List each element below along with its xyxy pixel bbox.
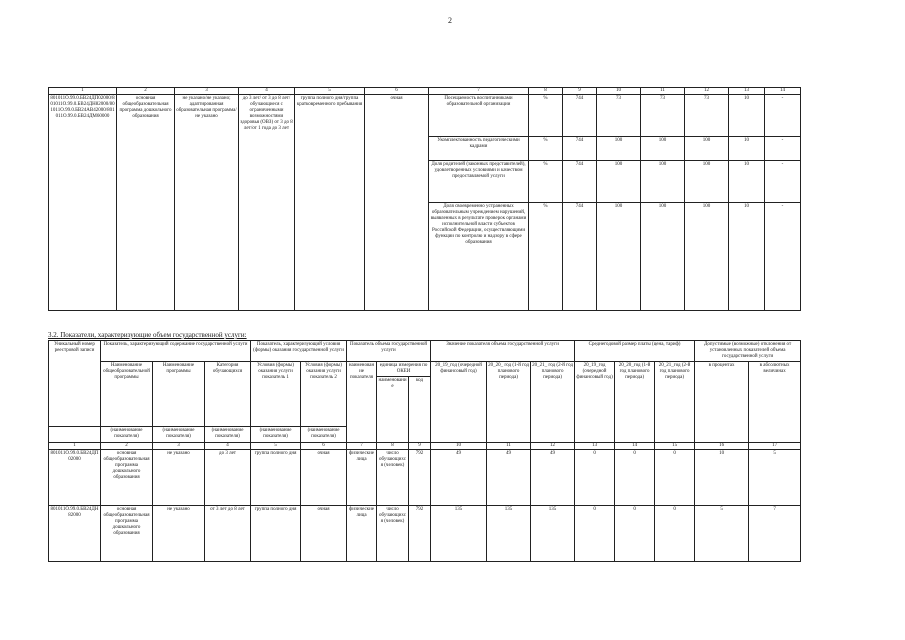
deviations-header: Допустимые (возможные) отклонения от установленных показателей объема государственной услуги [695,341,801,362]
table-row: 801011О.99.0.БВ24ДП02000/801011О.99.0.БВ24ДН82000/801011О.99.0.БВ24АВ42000/801011О.99.0.БВ24ДМ60000 основная общеобразовательная программа дошкольного образования не указано/не указано; адаптированная образовательная программа/не указано до 3 лет/ от 3 до 8 лет/ обучающиеся с ограниченными возможностями здоровья (ОВЗ) от 3 до 8 лет/от 1 года до 3 лет группа полного дня/группа кратковременного пребывания очная Посещаемость воспитанниками образовательной организации % 744 73 73 73 10 - [49,95,801,137]
avg-price-header: Среднегодовой размер платы (цена, тариф) [575,341,695,362]
age-cell: до 3 лет/ от 3 до 8 лет/ обучающиеся с ограниченными возможностями здоровья (ОВЗ) от 3 до 8 лет/от 1 года до 3 лет [239,95,295,311]
table-row: Доля своевременно устраненных образовательным учреждением нарушений, выявленных в результате проверок органами исполнительной власти субъектов Российской Федерации, осуществляющими функции по контролю и надзору в сфере образования % 744 100 100 100 10 - [49,203,801,311]
table-row: Доля родителей (законных представителей), удовлетворенных условиями и качеством предоставляемой услуги % 744 100 100 100 10 - [49,161,801,203]
section-heading: 3.2. Показатели, характеризующие объем государственной услуги: [48,331,247,339]
program-cell: основная общеобразовательная программа дошкольного образования [117,95,175,311]
header-row [49,341,801,362]
volume-indicator-header: Показатель объема государственной услуги [347,341,431,362]
table-row: 801011О.99.0.БВ24ДН82000 основная общеобразовательная программа дошкольного образования не указано от 3 лет до 8 лет группа полного дня очная физические лица число обучающихся (человек) 792 135 135 135 0 0 0 5 7 [49,506,801,562]
header-row: наименование код [49,377,801,427]
header-row: (наименование показателя) (наименование показателя) (наименование показателя) (наименование показателя) (наименование показателя) [49,427,801,443]
volume-values-header: Значение показателя объема государственной услуги [431,341,575,362]
category-cell: не указано/не указано; адаптированная образовательная программа/не указано [175,95,239,311]
indicator-cell: Посещаемость воспитанниками образовательной организации [429,95,529,137]
header-row: Наименование общеобразовательной программы Наименование программы Категория обучающихся Условия (формы) оказания услуги показатель 1 Условия (формы) оказания услуги показатель 2 наименование показателя единица измерения по ОКЕИ 20_19_год (очередной финансовый год) 20_20_ год (1-й год планового периода) 20_21_ год (2-й год планового периода) 20_19_год (очередной финансовый год) 20_20_год (1-й год планового периода) 20_21_год (2-й год планового периода) в процентах в абсолютных величинах [49,362,801,377]
content-header: Показатель, характеризующий содержание государственной услуги [101,341,251,362]
table-row: 801011О.99.0.БВ24ДП02000 основная общеобразовательная программа дошкольного образования не указано до 3 лет группа полного дня очная физические лица число обучающихся (человек) 792 49 49 49 0 0 0 10 5 [49,450,801,506]
indicator-cell: Укомплектованность педагогическими кадрами [429,137,529,161]
unique-number-header: Уникальный номер реестровой записи [49,341,101,427]
indicator-cell: Доля своевременно устраненных образовательным учреждением нарушений, выявленных в результате проверок органами исполнительной власти субъектов Российской Федерации, осуществляющими функции по контролю и надзору в сфере образования [429,203,529,311]
register-number-cell: 801011О.99.0.БВ24ДП02000/801011О.99.0.БВ24ДН82000/801011О.99.0.БВ24АВ42000/801011О.99.0.БВ24ДМ60000 [49,95,117,311]
conditions-header: Показатель, характеризующий условия (формы) оказания государственной услуги [251,341,347,362]
group-cell: группа полного дня/группа кратковременного пребывания [295,95,365,311]
form-cell: очная [365,95,429,311]
quality-indicators-table [48,87,801,311]
column-number-row: 1 2 3 4 5 6 7 8 9 10 11 12 13 14 15 16 17 [49,443,801,450]
page-number: 2 [448,16,452,25]
column-number-row: 1 2 3 4 5 6 7 8 9 10 11 12 13 14 [49,88,801,95]
table-row: Укомплектованность педагогическими кадрами % 744 100 100 100 10 - [49,137,801,161]
indicator-cell: Доля родителей (законных представителей), удовлетворенных условиями и качеством предоставляемой услуги [429,161,529,203]
volume-indicators-table [48,340,801,562]
